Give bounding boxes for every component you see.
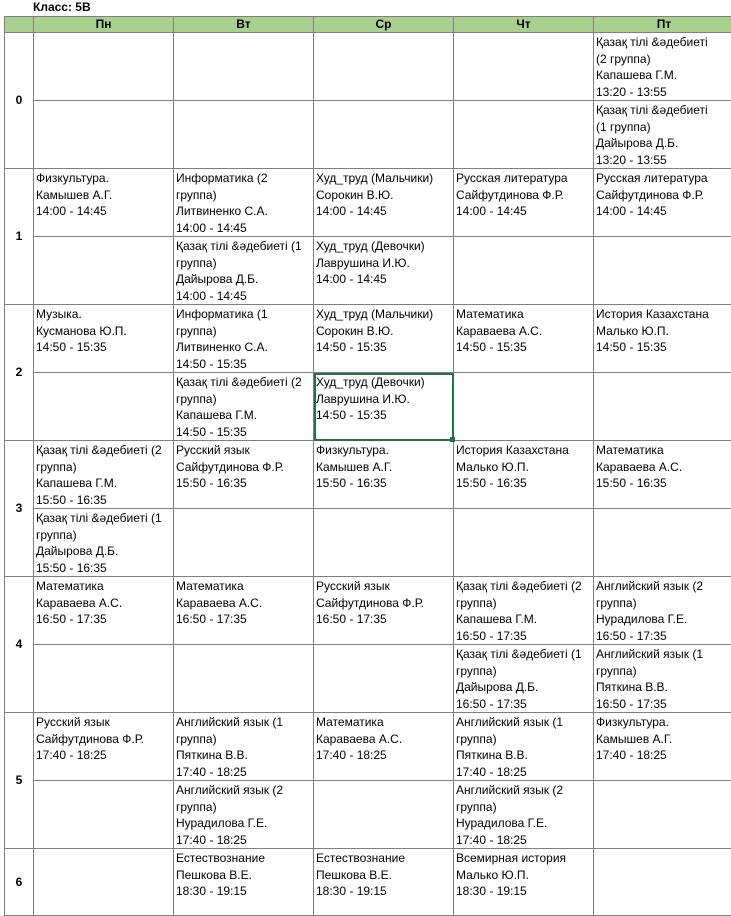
lesson-line: Қазақ тілі &әдебиеті (1 [456,646,593,663]
lesson-line: Қазақ тілі &әдебиеті [596,102,731,119]
lesson-line: Русская литература [596,170,731,187]
class-title: Класс: 5В [33,0,91,16]
lesson-cell-tue[interactable] [174,237,314,305]
lesson-cell-thu[interactable] [454,33,594,101]
lesson-cell-wed[interactable] [314,237,454,305]
period-0-row-1 [5,33,731,101]
lesson-cell-thu[interactable] [454,373,594,441]
lesson-line: Капашева Г.М. [596,67,731,84]
lesson-cell-tue[interactable] [174,713,314,781]
period-3-row-1 [5,441,731,509]
lesson-cell-tue[interactable] [174,509,314,577]
lesson-line: группа) [176,323,313,340]
lesson-line: 16:50 - 17:35 [596,696,731,713]
selected-cell[interactable] [314,373,454,441]
fill-handle[interactable] [450,437,455,442]
lesson-cell-tue[interactable] [174,169,314,237]
lesson-line: 18:30 - 19:15 [456,883,593,900]
lesson-line: Қазақ тілі &әдебиеті (2 [456,578,593,595]
lesson-line: Караваева А.С. [456,323,593,340]
lesson-line: Русский язык [316,578,453,595]
lesson-cell-fri[interactable] [594,713,731,781]
lesson-line: Математика [316,714,453,731]
period-1-row-2 [5,237,731,305]
day-header-thu[interactable]: Чт [454,17,594,33]
lesson-line: Всемирная история [456,850,593,867]
period-6-row-1 [5,849,731,916]
lesson-line: Қазақ тілі &әдебиеті (1 [36,510,173,527]
lesson-line: Английский язык (2 [176,782,313,799]
lesson-cell-thu[interactable] [454,509,594,577]
lesson-cell-fri[interactable] [594,101,731,169]
lesson-line: Сайфутдинова Ф.Р. [596,187,731,204]
period-number[interactable]: 4 [5,577,34,713]
lesson-line: Дайырова Д.Б. [176,271,313,288]
lesson-cell-wed[interactable] [314,441,454,509]
period-5-row-1 [5,713,731,781]
period-3-row-2 [5,509,731,577]
lesson-line: Қазақ тілі &әдебиеті [596,34,731,51]
lesson-cell-fri[interactable] [594,645,731,713]
lesson-line: группа) [456,595,593,612]
lesson-line: Информатика (1 [176,306,313,323]
lesson-line: группа) [456,731,593,748]
lesson-line: 17:40 - 18:25 [36,747,173,764]
lesson-line: 17:40 - 18:25 [456,832,593,849]
lesson-line: Литвиненко С.А. [176,203,313,220]
lesson-line: Худ_труд (Девочки) [316,238,453,255]
lesson-line: Нурадилова Г.Е. [596,611,731,628]
lesson-line: Музыка. [36,306,173,323]
lesson-line: Русский язык [36,714,173,731]
lesson-line: 14:00 - 14:45 [36,203,173,220]
lesson-line: Сорокин В.Ю. [316,323,453,340]
lesson-cell-thu[interactable] [454,305,594,373]
lesson-line: 17:40 - 18:25 [316,747,453,764]
lesson-cell-wed[interactable] [314,849,454,916]
lesson-line: Сайфутдинова Ф.Р. [316,595,453,612]
lesson-line: Английский язык (1 [596,646,731,663]
lesson-cell-fri[interactable] [594,509,731,577]
lesson-cell-thu[interactable] [454,237,594,305]
corner-cell[interactable] [5,17,34,33]
lesson-line: Қазақ тілі &әдебиеті (2 [36,442,173,459]
lesson-line: 14:50 - 15:35 [176,356,313,373]
lesson-cell-fri[interactable] [594,781,731,849]
lesson-cell-tue[interactable] [174,849,314,916]
lesson-line: 14:50 - 15:35 [316,339,453,356]
timetable [4,16,731,916]
lesson-line: группа) [176,391,313,408]
lesson-cell-wed[interactable] [314,713,454,781]
lesson-line: Дайырова Д.Б. [36,543,173,560]
lesson-line: Сайфутдинова Ф.Р. [456,187,593,204]
period-number[interactable]: 3 [5,441,34,577]
period-number[interactable]: 5 [5,713,34,849]
lesson-cell-mon[interactable] [34,509,174,577]
lesson-cell-mon[interactable] [34,441,174,509]
period-2-row-1 [5,305,731,373]
lesson-cell-wed[interactable] [314,33,454,101]
period-number[interactable]: 0 [5,33,34,169]
day-header-tue[interactable]: Вт [174,17,314,33]
lesson-line: 15:50 - 16:35 [316,475,453,492]
lesson-line: Камышев А.Г. [596,731,731,748]
lesson-line: группа) [596,595,731,612]
lesson-cell-wed[interactable] [314,305,454,373]
lesson-line: (1 группа) [596,119,731,136]
lesson-line: 15:50 - 16:35 [456,475,593,492]
period-number[interactable]: 2 [5,305,34,441]
lesson-cell-mon[interactable] [34,645,174,713]
lesson-cell-tue[interactable] [174,577,314,645]
lesson-line: (2 группа) [596,51,731,68]
lesson-line: Русская литература [456,170,593,187]
lesson-cell-mon[interactable] [34,305,174,373]
lesson-line: группа) [176,731,313,748]
lesson-line: Математика [176,578,313,595]
period-number[interactable]: 1 [5,169,34,305]
lesson-line: Караваева А.С. [36,595,173,612]
lesson-cell-thu[interactable] [454,441,594,509]
lesson-line: Худ_труд (Девочки) [316,374,453,391]
lesson-cell-wed[interactable] [314,577,454,645]
lesson-line: Дайырова Д.Б. [596,135,731,152]
lesson-line: группа) [456,799,593,816]
lesson-line: Пяткина В.В. [176,747,313,764]
lesson-line: 15:50 - 16:35 [36,560,173,577]
lesson-line: группа) [176,187,313,204]
period-4-row-1 [5,577,731,645]
lesson-line: Нурадилова Г.Е. [176,815,313,832]
lesson-line: История Казахстана [456,442,593,459]
lesson-cell-mon[interactable] [34,237,174,305]
lesson-cell-tue[interactable] [174,373,314,441]
lesson-cell-mon[interactable] [34,373,174,441]
lesson-line: 17:40 - 18:25 [456,764,593,781]
lesson-line: 14:00 - 14:45 [596,203,731,220]
lesson-line: группа) [36,527,173,544]
lesson-cell-fri[interactable] [594,577,731,645]
lesson-line: Естествознание [176,850,313,867]
lesson-cell-thu[interactable] [454,645,594,713]
lesson-cell-tue[interactable] [174,101,314,169]
lesson-cell-wed[interactable] [314,781,454,849]
day-header-fri[interactable]: Пт [594,17,731,33]
lesson-cell-wed[interactable] [314,509,454,577]
lesson-line: 14:50 - 15:35 [596,339,731,356]
lesson-cell-wed[interactable] [314,645,454,713]
period-5-row-2 [5,781,731,849]
lesson-line: группа) [176,255,313,272]
lesson-line: Физкультура. [316,442,453,459]
lesson-cell-mon[interactable] [34,169,174,237]
lesson-cell-tue[interactable] [174,33,314,101]
lesson-line: 14:00 - 14:45 [176,288,313,305]
lesson-line: Сайфутдинова Ф.Р. [36,731,173,748]
period-1-row-1 [5,169,731,237]
lesson-line: Математика [456,306,593,323]
lesson-cell-fri[interactable] [594,237,731,305]
lesson-line: 15:50 - 16:35 [596,475,731,492]
lesson-line: 17:40 - 18:25 [176,764,313,781]
lesson-cell-fri[interactable] [594,33,731,101]
lesson-line: Караваева А.С. [316,731,453,748]
lesson-line: 13:20 - 13:55 [596,84,731,101]
lesson-line: 16:50 - 17:35 [456,628,593,645]
lesson-line: Лаврушина И.Ю. [316,391,453,408]
lesson-cell-mon[interactable] [34,101,174,169]
lesson-line: Физкультура. [36,170,173,187]
lesson-cell-tue[interactable] [174,441,314,509]
lesson-line: Капашева Г.М. [36,475,173,492]
lesson-line: Қазақ тілі &әдебиеті (2 [176,374,313,391]
lesson-line: группа) [456,663,593,680]
lesson-line: 16:50 - 17:35 [176,611,313,628]
lesson-cell-thu[interactable] [454,781,594,849]
lesson-line: Малько Ю.П. [456,867,593,884]
lesson-cell-fri[interactable] [594,305,731,373]
lesson-line: 18:30 - 19:15 [316,883,453,900]
lesson-line: Пешкова В.Е. [316,867,453,884]
lesson-line: 14:50 - 15:35 [176,424,313,441]
lesson-line: 16:50 - 17:35 [596,628,731,645]
lesson-line: Английский язык (2 [596,578,731,595]
lesson-line: 16:50 - 17:35 [456,696,593,713]
lesson-line: группа) [176,799,313,816]
lesson-line: 14:00 - 14:45 [456,203,593,220]
lesson-line: Қазақ тілі &әдебиеті (1 [176,238,313,255]
day-header-mon[interactable]: Пн [34,17,174,33]
header-row [5,17,731,33]
lesson-line: 13:20 - 13:55 [596,152,731,169]
lesson-cell-mon[interactable] [34,849,174,916]
lesson-line: Пяткина В.В. [596,679,731,696]
lesson-line: 14:00 - 14:45 [316,203,453,220]
lesson-line: Малько Ю.П. [456,459,593,476]
lesson-line: Английский язык (2 [456,782,593,799]
lesson-line: История Казахстана [596,306,731,323]
lesson-cell-tue[interactable] [174,781,314,849]
lesson-cell-fri[interactable] [594,441,731,509]
lesson-line: 17:40 - 18:25 [596,747,731,764]
lesson-cell-fri[interactable] [594,169,731,237]
lesson-line: Литвиненко С.А. [176,339,313,356]
lesson-line: 15:50 - 16:35 [176,475,313,492]
lesson-line: Малько Ю.П. [596,323,731,340]
lesson-line: Худ_труд (Мальчики) [316,170,453,187]
period-number[interactable]: 6 [5,849,34,916]
lesson-line: Английский язык (1 [456,714,593,731]
lesson-line: Караваева А.С. [176,595,313,612]
period-2-row-2 [5,373,731,441]
lesson-line: Сорокин В.Ю. [316,187,453,204]
lesson-line: Математика [36,578,173,595]
lesson-line: Пешкова В.Е. [176,867,313,884]
lesson-cell-mon[interactable] [34,781,174,849]
lesson-line: Нурадилова Г.Е. [456,815,593,832]
lesson-cell-fri[interactable] [594,373,731,441]
lesson-cell-mon[interactable] [34,713,174,781]
lesson-line: Информатика (2 [176,170,313,187]
lesson-line: группа) [596,663,731,680]
lesson-line: 17:40 - 18:25 [176,832,313,849]
lesson-line: Капашева Г.М. [456,611,593,628]
lesson-line: Английский язык (1 [176,714,313,731]
lesson-line: 14:50 - 15:35 [36,339,173,356]
lesson-cell-tue[interactable] [174,645,314,713]
lesson-line: 14:50 - 15:35 [456,339,593,356]
lesson-line: 14:00 - 14:45 [316,271,453,288]
lesson-line: 16:50 - 17:35 [36,611,173,628]
lesson-line: Пяткина В.В. [456,747,593,764]
lesson-line: 15:50 - 16:35 [36,492,173,509]
lesson-cell-thu[interactable] [454,169,594,237]
lesson-line: 14:50 - 15:35 [316,407,453,424]
lesson-line: 14:00 - 14:45 [176,220,313,237]
period-0-row-2 [5,101,731,169]
lesson-line: Дайырова Д.Б. [456,679,593,696]
lesson-line: 16:50 - 17:35 [316,611,453,628]
lesson-line: Капашева Г.М. [176,407,313,424]
lesson-cell-tue[interactable] [174,305,314,373]
lesson-cell-thu[interactable] [454,713,594,781]
lesson-cell-thu[interactable] [454,101,594,169]
lesson-line: Худ_труд (Мальчики) [316,306,453,323]
lesson-line: 18:30 - 19:15 [176,883,313,900]
lesson-line: Камышев А.Г. [36,187,173,204]
lesson-line: Лаврушина И.Ю. [316,255,453,272]
lesson-line: Физкультура. [596,714,731,731]
period-4-row-2 [5,645,731,713]
lesson-cell-fri[interactable] [594,849,731,916]
lesson-cell-mon[interactable] [34,33,174,101]
lesson-line: Русский язык [176,442,313,459]
lesson-cell-thu[interactable] [454,849,594,916]
lesson-line: Математика [596,442,731,459]
lesson-line: Кусманова Ю.П. [36,323,173,340]
lesson-line: группа) [36,459,173,476]
lesson-cell-thu[interactable] [454,577,594,645]
lesson-cell-mon[interactable] [34,577,174,645]
lesson-line: Естествознание [316,850,453,867]
lesson-line: Камышев А.Г. [316,459,453,476]
lesson-cell-wed[interactable] [314,101,454,169]
lesson-line: Караваева А.С. [596,459,731,476]
lesson-cell-wed[interactable] [314,169,454,237]
day-header-wed[interactable]: Ср [314,17,454,33]
lesson-line: Сайфутдинова Ф.Р. [176,459,313,476]
